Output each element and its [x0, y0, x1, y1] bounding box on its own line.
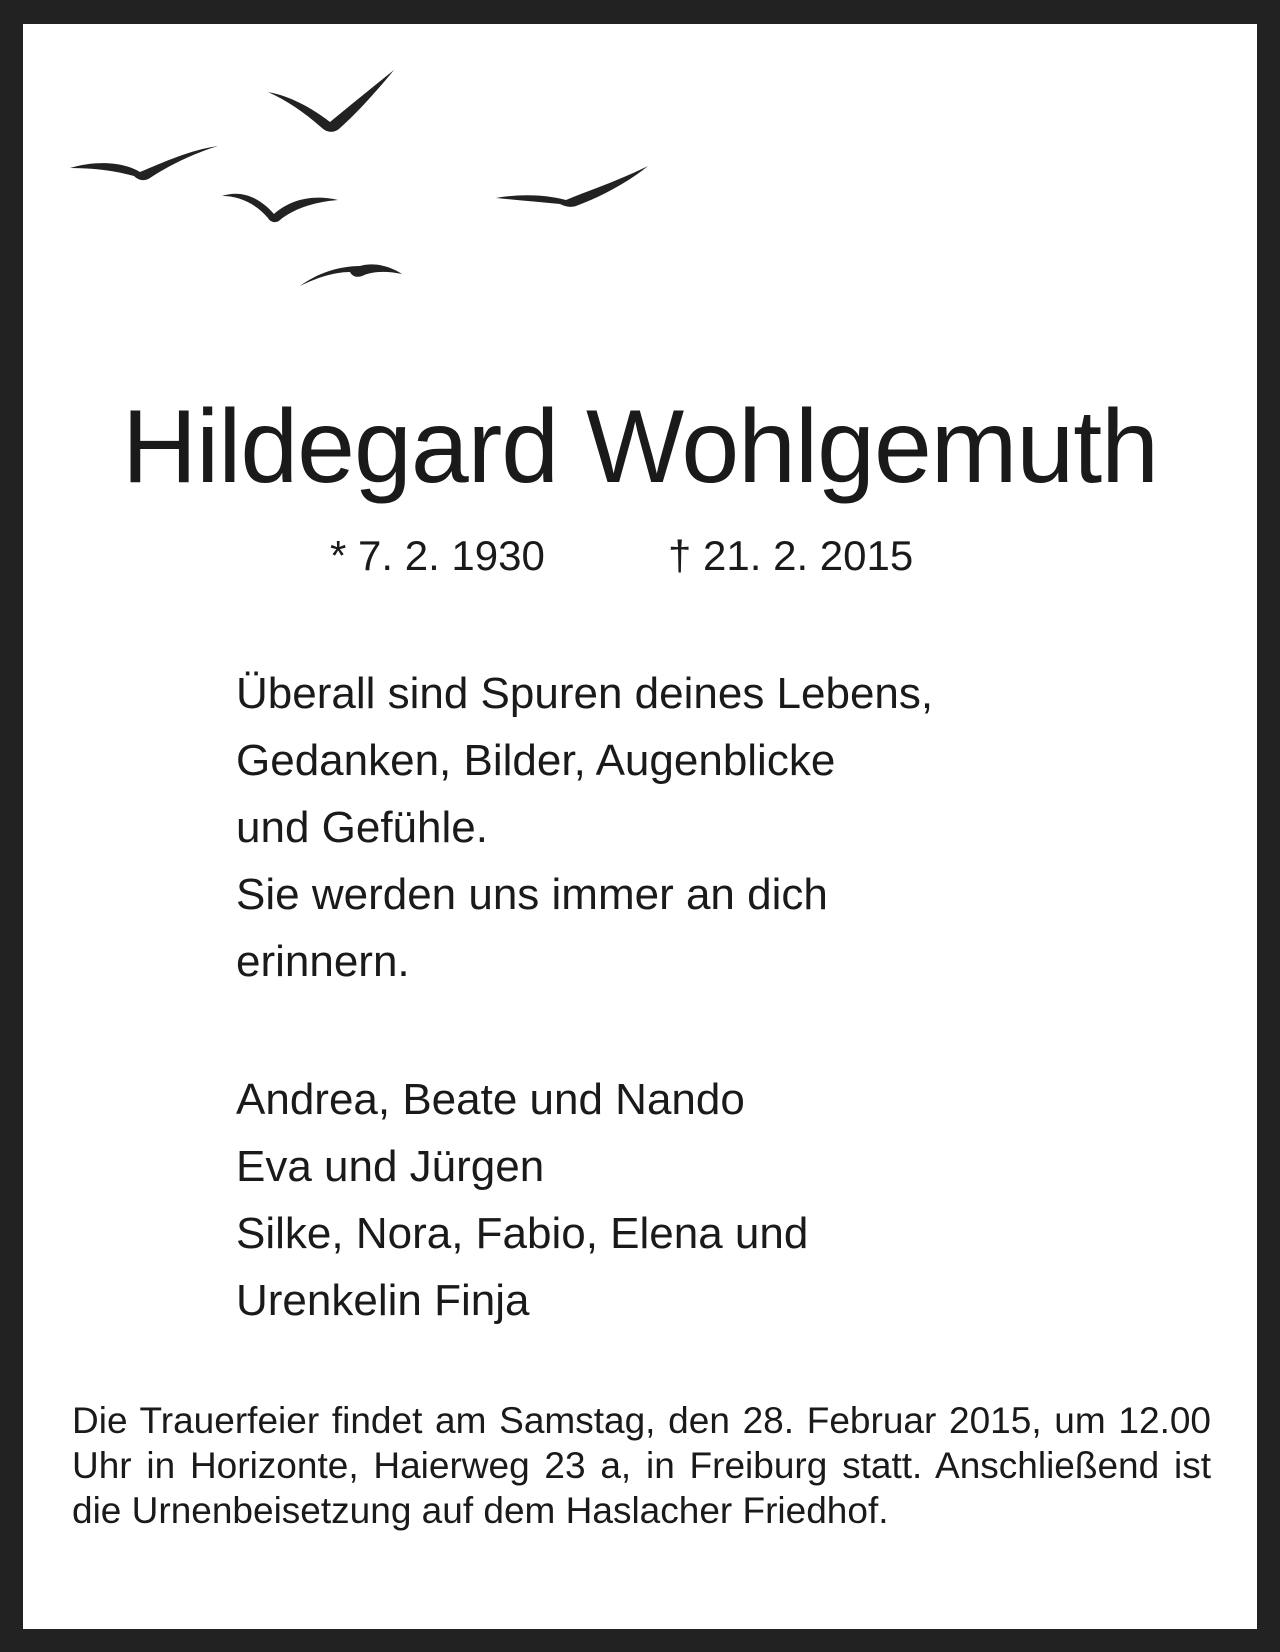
bird-icon [70, 146, 218, 180]
funeral-notice: Die Trauerfeier findet am Samstag, den 28. Februar 2015, um 12.00 Uhr in Horizonte, Haierweg 23 a, in Freiburg statt. Anschließend ist die Urnenbeisetzung auf dem Haslacher Friedhof. [72, 1400, 1211, 1531]
poem-line: erinnern. [236, 937, 410, 986]
poem-line: Gedanken, Bilder, Augenblicke [236, 736, 836, 785]
bird-icon [268, 70, 394, 132]
poem-line: und Gefühle. [236, 803, 488, 852]
bird-icon [496, 166, 648, 207]
bird-icon [300, 264, 402, 286]
poem-line: Überall sind Spuren deines Lebens, [236, 669, 934, 718]
poem-line: Sie werden uns immer an dich [236, 870, 828, 919]
bird-icon [222, 194, 338, 222]
mourners-list [236, 1066, 808, 1334]
death-date: † 21. 2. 2015 [668, 532, 914, 579]
deceased-name: Hildegard Wohlgemuth [122, 389, 1158, 505]
mourner-line: Silke, Nora, Fabio, Elena und [236, 1209, 809, 1258]
flying-birds-icon [0, 0, 1280, 340]
mourner-line: Eva und Jürgen [236, 1142, 545, 1191]
memorial-poem [236, 660, 933, 995]
birth-date: * 7. 2. 1930 [330, 532, 545, 579]
mourner-line: Andrea, Beate und Nando [236, 1075, 745, 1124]
mourner-line: Urenkelin Finja [236, 1276, 530, 1325]
